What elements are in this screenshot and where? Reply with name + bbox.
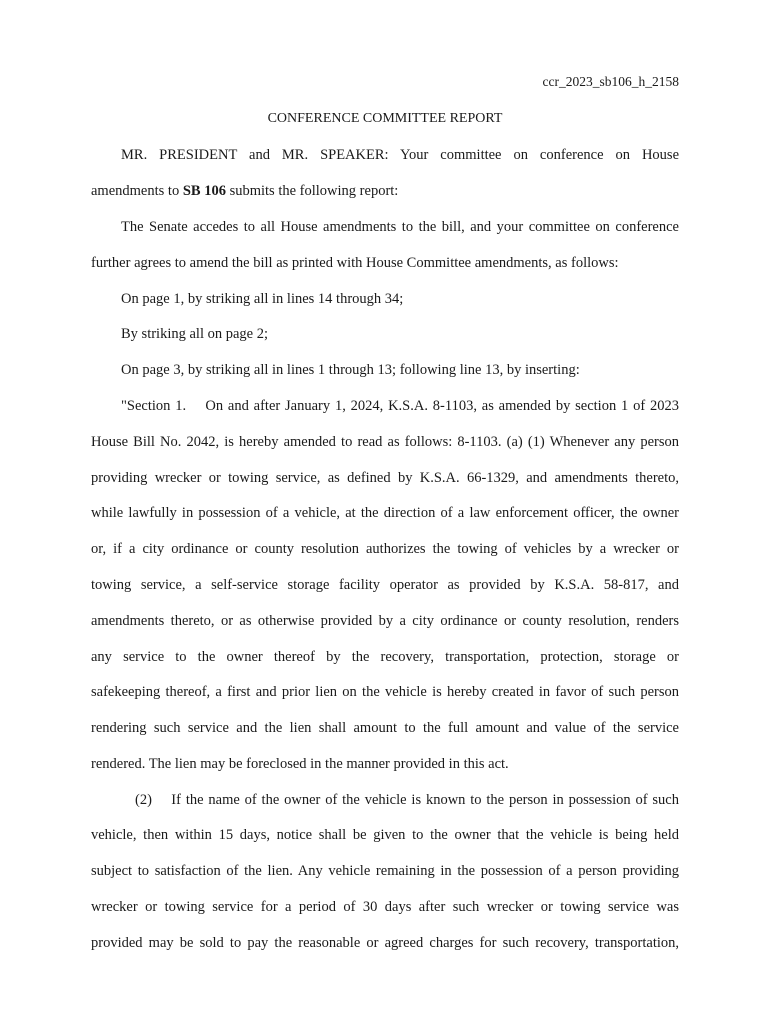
subsection-line: vehicle, then within 15 days, notice shall be given to the owner that the vehicle is being held	[91, 827, 679, 843]
salutation-line: MR. PRESIDENT and MR. SPEAKER: Your committee on conference on House	[121, 147, 679, 163]
instruction-line: On page 3, by striking all in lines 1 through 13; following line 13, by inserting:	[121, 362, 580, 378]
document-id: ccr_2023_sb106_h_2158	[542, 74, 679, 89]
section-line: rendered. The lien may be foreclosed in the manner provided in this act.	[91, 756, 509, 772]
subsection-line: provided may be sold to pay the reasonable or agreed charges for such recovery, transportation,	[91, 935, 679, 951]
instruction-line: By striking all on page 2;	[121, 326, 268, 342]
bill-line-suffix: submits the following report:	[225, 183, 399, 199]
section-line: any service to the owner thereof by the recovery, transportation, protection, storage or	[91, 649, 679, 665]
section-line: rendering such service and the lien shall amount to the full amount and value of the service	[91, 720, 679, 736]
bill-name: SB 106	[182, 183, 226, 199]
subsection-line: wrecker or towing service for a period of 30 days after such wrecker or towing service was	[91, 899, 679, 915]
section-line: while lawfully in possession of a vehicle, at the direction of a law enforcement officer, the owner	[91, 505, 679, 521]
bill-reference-line	[91, 181, 679, 201]
section-line: or, if a city ordinance or county resolution authorizes the towing of vehicles by a wrecker or	[91, 541, 679, 557]
section-line: towing service, a self-service storage facility operator as provided by K.S.A. 58-817, and	[91, 577, 679, 593]
paragraph-line: The Senate accedes to all House amendments to the bill, and your committee on conference	[121, 219, 679, 235]
subsection-line: (2) If the name of the owner of the vehicle is known to the person in possession of such	[135, 792, 679, 808]
section-line: House Bill No. 2042, is hereby amended to read as follows: 8-1103. (a) (1) Whenever any person	[91, 434, 679, 450]
section-line: "Section 1. On and after January 1, 2024, K.S.A. 8-1103, as amended by section 1 of 2023	[121, 398, 679, 414]
bill-line-prefix: amendments to	[91, 183, 183, 199]
section-line: amendments thereto, or as otherwise provided by a city ordinance or county resolution, renders	[91, 613, 679, 629]
section-line: safekeeping thereof, a first and prior lien on the vehicle is hereby created in favor of such person	[91, 684, 679, 700]
instruction-line: On page 1, by striking all in lines 14 through 34;	[121, 291, 404, 307]
page-title: CONFERENCE COMMITTEE REPORT	[267, 111, 503, 126]
section-line: providing wrecker or towing service, as defined by K.S.A. 66-1329, and amendments thereto,	[91, 470, 679, 486]
paragraph-line: further agrees to amend the bill as printed with House Committee amendments, as follows:	[91, 255, 619, 271]
subsection-line: subject to satisfaction of the lien. Any vehicle remaining in the possession of a person providing	[91, 863, 679, 879]
